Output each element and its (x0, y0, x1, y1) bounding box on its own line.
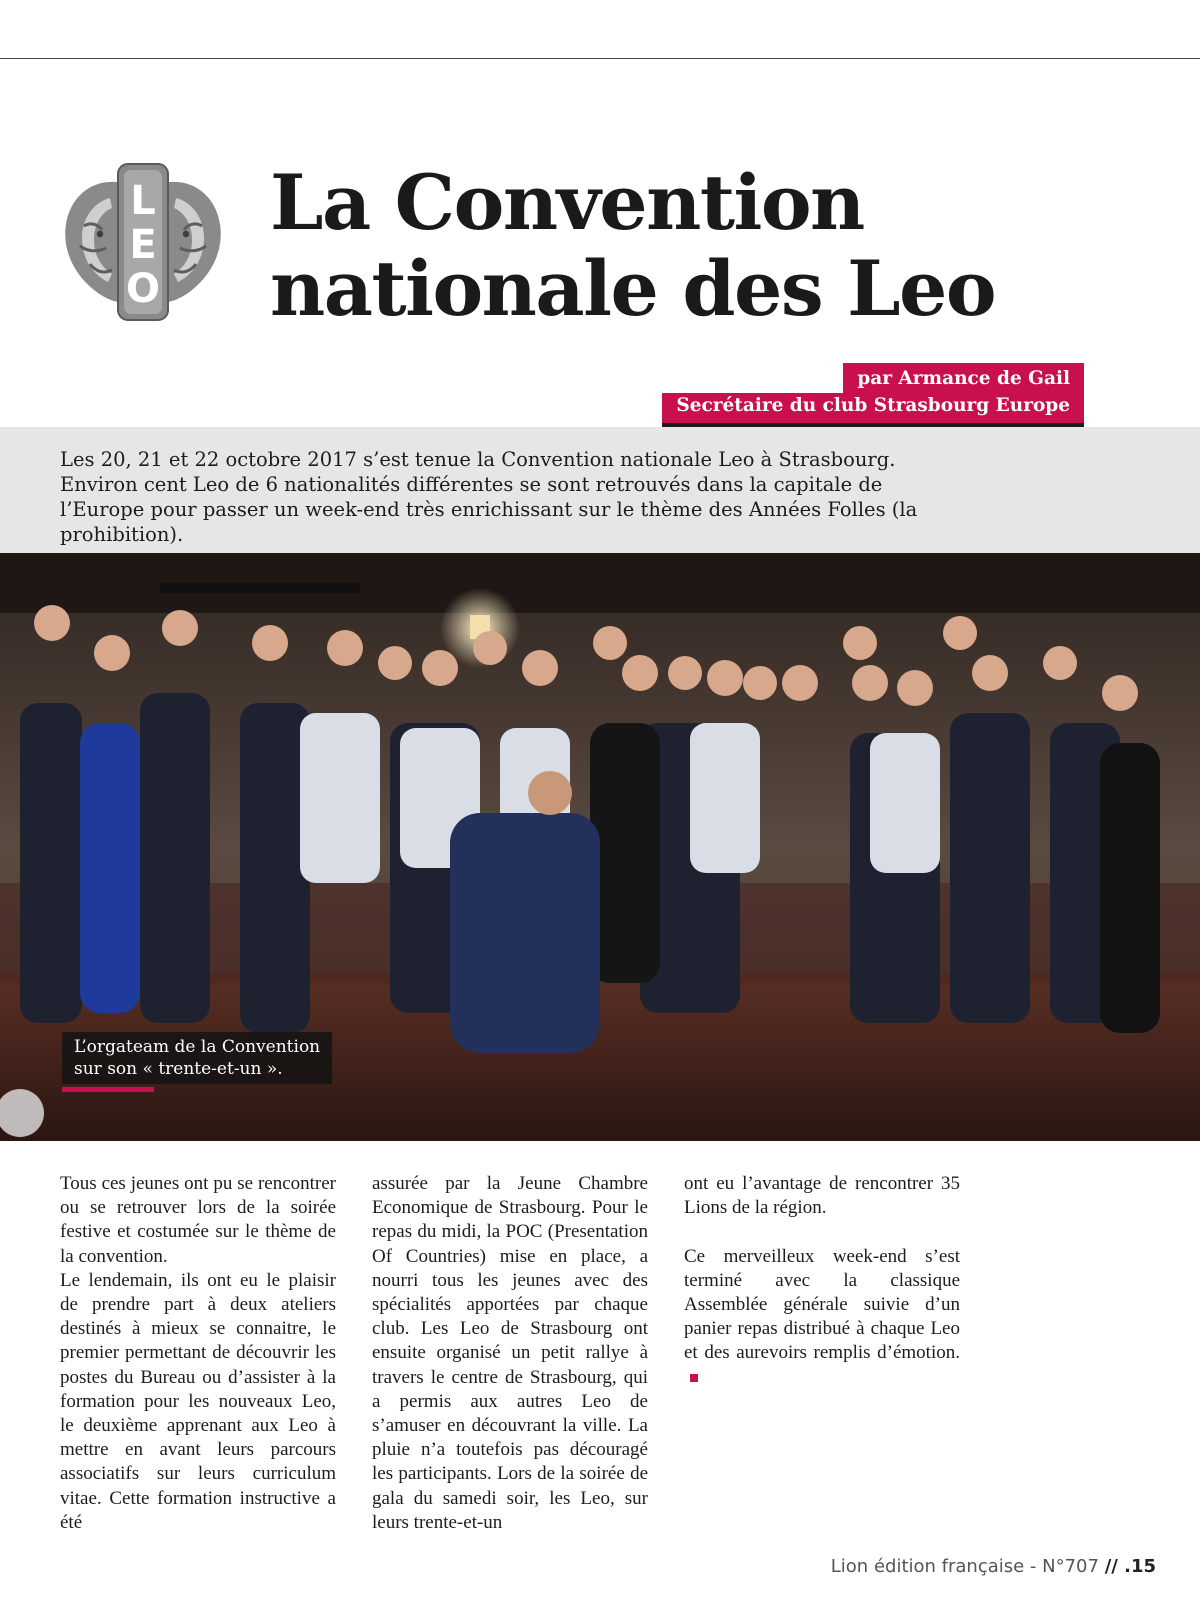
photo-caption (62, 1032, 332, 1084)
page-number: // .15 (1104, 1556, 1156, 1577)
caption-accent-bar (62, 1087, 154, 1092)
page-footer (831, 1556, 1156, 1577)
col1-paragraph-2: Le lendemain, ils ont eu le plaisir de prendre part à deux ateliers destinés à mieux se connaitre, le premier permettant de découvrir les postes du Bureau ou d’assister à la formation pour les nouveaux Leo, le deuxième apprenant aux Leo à mettre en avant leurs parcours associatifs sur leurs curriculum vitae. Cette formation instructive a été (60, 1269, 336, 1533)
caption-line-2: sur son « trente-et-un ». (74, 1059, 283, 1079)
intro-box (0, 427, 1200, 553)
intro-text: Les 20, 21 et 22 octobre 2017 s’est tenue la Convention nationale Leo à Strasbourg. Environ cent Leo de 6 nationalités différentes se sont retrouvés dans la capitale de l’Europe pour passer un week-end très enrichissant sur le thème des Années Folles (la prohibition). (60, 448, 918, 546)
author-role: Secrétaire du club Strasbourg Europe (662, 393, 1084, 428)
col3-paragraph-2 (684, 1245, 960, 1390)
svg-text:L: L (130, 178, 156, 224)
article-title (270, 160, 995, 332)
col2-paragraph-1: assurée par la Jeune Chambre Economique de Strasbourg. Pour le repas du midi, la POC (Presentation Of Countries) mise en place, a nourri tous les jeunes avec des spécialités apportées par chaque club. Les Leo de Strasbourg ont ensuite organisé un petit rallye à travers le centre de Strasbourg, qui a permis aux autres Leo de s’amuser en découvrant la ville. La pluie n’a toutefois pas découragé les participants. Lors de la soirée de gala du samedi soir, les Leo, sur leurs trente-et-un (372, 1173, 648, 1533)
top-rule (0, 58, 1200, 59)
caption-line-1: L’orgateam de la Convention (74, 1037, 321, 1057)
end-of-article-mark-icon (690, 1374, 698, 1382)
svg-text:O: O (125, 266, 161, 312)
svg-text:E: E (129, 222, 157, 268)
title-line-2: nationale des Leo (270, 244, 996, 333)
title-line-1: La Convention (270, 158, 864, 247)
leo-club-logo (60, 162, 226, 322)
author-name: par Armance de Gail (843, 363, 1084, 393)
col3-paragraph-1: ont eu l’avantage de rencontrer 35 Lions de la région. (684, 1173, 960, 1219)
author-byline (662, 363, 1084, 428)
publication-name: Lion édition française - N°707 (830, 1556, 1105, 1577)
body-column-1 (60, 1172, 336, 1535)
body-column-2 (372, 1172, 648, 1535)
body-column-3 (684, 1172, 960, 1390)
col1-paragraph-1: Tous ces jeunes ont pu se rencontrer ou se retrouver lors de la soirée festive et costumée sur le thème de la convention. (60, 1173, 336, 1267)
col3-paragraph-2-text: Ce merveilleux week-end s’est terminé avec la classique Assemblée générale suivie d’un panier repas distribué à chaque Leo et des aurevoirs remplis d’émotion. (684, 1245, 960, 1364)
